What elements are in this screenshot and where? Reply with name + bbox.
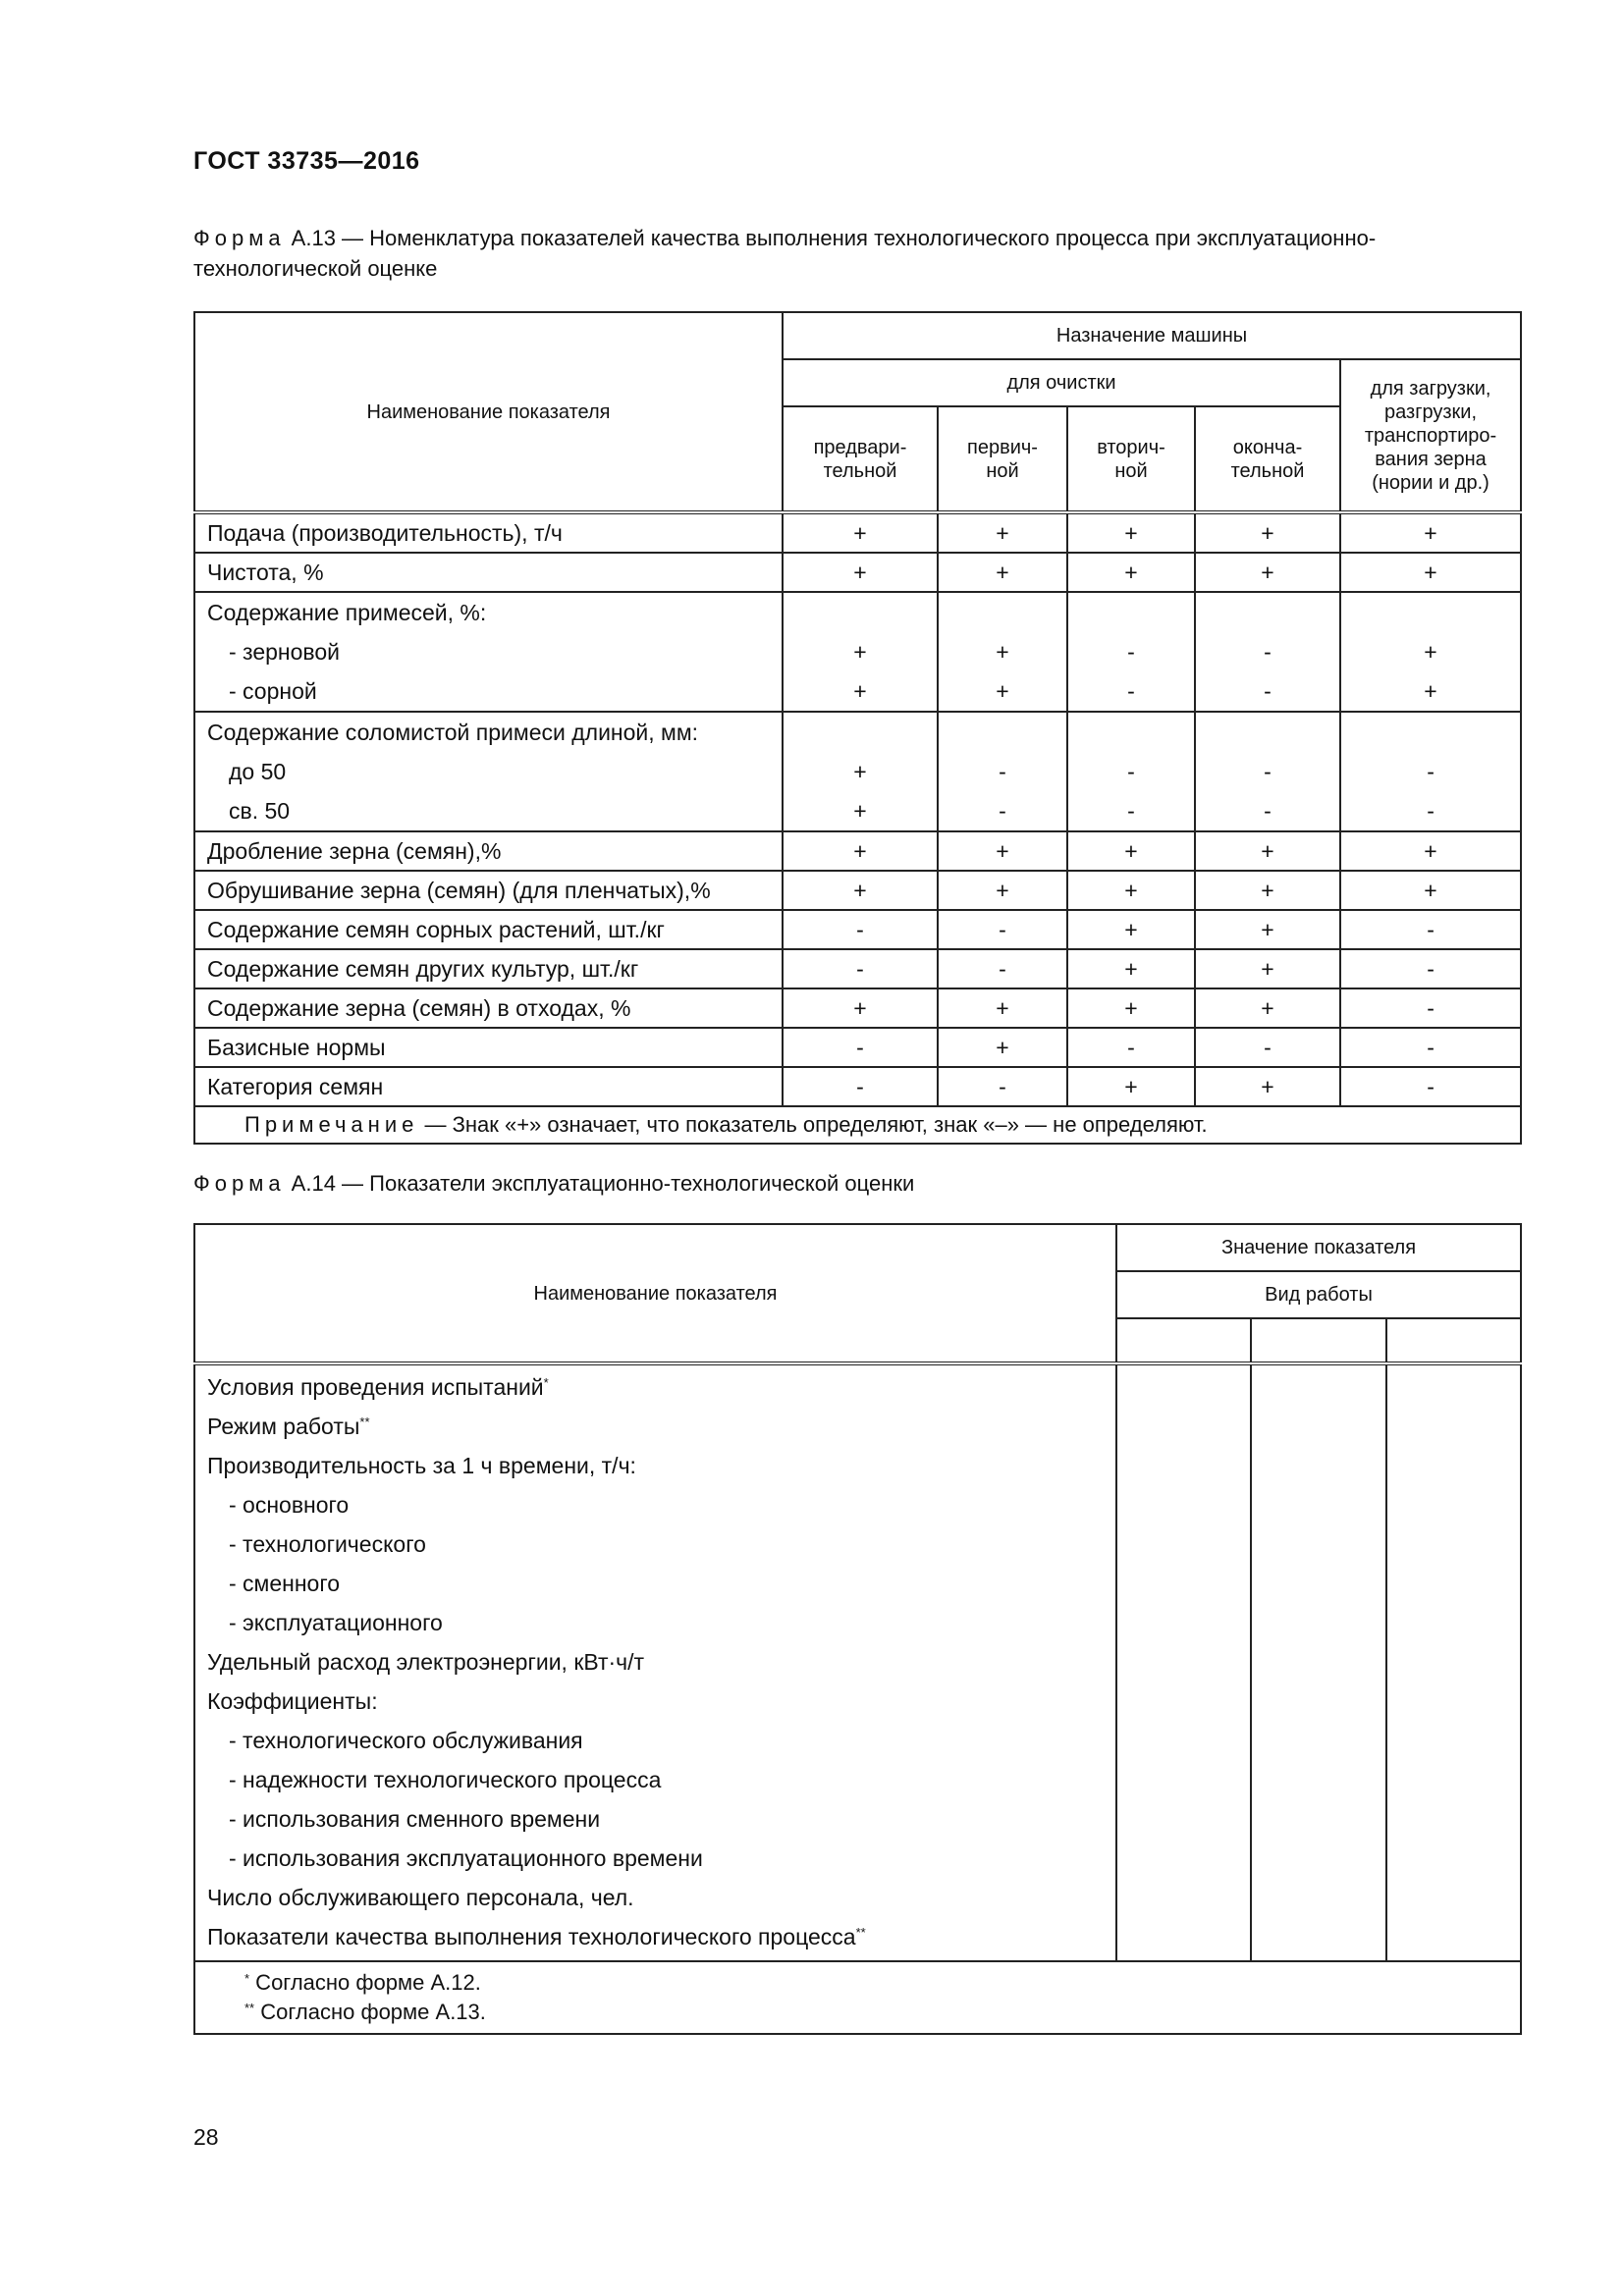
col-header-secondary: вторич-ной	[1067, 406, 1195, 512]
cell-value: +	[1424, 678, 1437, 704]
page-number: 28	[193, 2124, 219, 2150]
cell-value: +	[1067, 1067, 1195, 1106]
list-item: Число обслуживающего персонала, чел.	[207, 1885, 634, 1910]
list-item: - основного	[229, 1492, 350, 1518]
list-item: Показатели качества выполнения технологического процесса**	[207, 1924, 866, 1949]
cell-value: +	[1340, 553, 1521, 592]
cell-value: +	[853, 759, 867, 784]
form-a13-table	[193, 311, 1522, 1145]
row-name: Базисные нормы	[194, 1028, 783, 1067]
cell-value: -	[783, 1067, 938, 1106]
cell-value: -	[1340, 988, 1521, 1028]
list-item: - сменного	[229, 1571, 341, 1596]
table-row	[194, 910, 1521, 949]
footnotes	[194, 1961, 1521, 2034]
col-header-empty	[1251, 1318, 1386, 1363]
cell-value: -	[1067, 1028, 1195, 1067]
cell-value: +	[996, 678, 1009, 704]
table-row	[194, 949, 1521, 988]
cell-value: -	[1264, 798, 1272, 824]
cell-value: +	[1195, 910, 1340, 949]
cell-value: -	[783, 1028, 938, 1067]
row-name: Чистота, %	[194, 553, 783, 592]
cell-value: +	[853, 639, 867, 665]
cell-value: +	[938, 1028, 1067, 1067]
group-title: Содержание соломистой примеси длиной, мм:	[207, 720, 699, 745]
cell-value: -	[1340, 1028, 1521, 1067]
cell-value: +	[1067, 512, 1195, 553]
row-name: Содержание семян сорных растений, шт./кг	[194, 910, 783, 949]
cell-value: -	[783, 910, 938, 949]
cell-value: +	[783, 988, 938, 1028]
footnote-1: * Согласно форме А.12.	[244, 1970, 481, 1995]
table-row	[194, 1028, 1521, 1067]
col-header-cleaning: для очистки	[783, 359, 1340, 406]
cell-value: -	[783, 949, 938, 988]
col-header-pre: предвари-тельной	[783, 406, 938, 512]
cell-value: +	[1195, 949, 1340, 988]
cell-value: +	[1424, 639, 1437, 665]
cell-value: +	[1067, 831, 1195, 871]
cell-value: +	[783, 871, 938, 910]
list-item: Режим работы**	[207, 1414, 370, 1439]
cell-value: +	[938, 988, 1067, 1028]
row-name: Обрушивание зерна (семян) (для пленчатых),%	[194, 871, 783, 910]
cell-value: -	[938, 949, 1067, 988]
table-body-row	[194, 1363, 1521, 1961]
cell-value: -	[1340, 949, 1521, 988]
cell-value: -	[1127, 759, 1135, 784]
cell-value: -	[1127, 678, 1135, 704]
cell-value: -	[1264, 678, 1272, 704]
table-row-group	[194, 712, 1521, 831]
footnote-2: ** Согласно форме А.13.	[244, 2000, 486, 2024]
col-header-primary: первич-ной	[938, 406, 1067, 512]
cell-value: +	[996, 639, 1009, 665]
cell-value: -	[938, 1067, 1067, 1106]
cell-value: +	[1340, 512, 1521, 553]
cell-value: -	[999, 798, 1006, 824]
cell-value: -	[1340, 1067, 1521, 1106]
row-name: Категория семян	[194, 1067, 783, 1106]
sub-item: до 50	[229, 759, 287, 784]
cell-value: +	[1067, 988, 1195, 1028]
cell-value: +	[1195, 871, 1340, 910]
row-name: Дробление зерна (семян),%	[194, 831, 783, 871]
list-item: Удельный расход электроэнергии, кВт·ч/т	[207, 1649, 645, 1675]
table-note	[194, 1106, 1521, 1144]
list-item: - технологического	[229, 1531, 426, 1557]
row-name: Подача (производительность), т/ч	[194, 512, 783, 553]
cell-value: +	[783, 512, 938, 553]
cell-value: -	[1127, 639, 1135, 665]
cell-value: +	[853, 798, 867, 824]
cell-value: +	[1340, 871, 1521, 910]
col-header-work: Вид работы	[1116, 1271, 1521, 1318]
cell-value: +	[938, 831, 1067, 871]
col-header-purpose: Назначение машины	[783, 312, 1521, 359]
cell-value: +	[1067, 910, 1195, 949]
sub-item: - зерновой	[229, 639, 341, 665]
cell-value: +	[853, 678, 867, 704]
form-a14-title: А.14 — Показатели эксплуатационно-технологической оценки	[285, 1171, 915, 1196]
note-label: Примечание	[244, 1112, 419, 1137]
table-row	[194, 553, 1521, 592]
table-row	[194, 988, 1521, 1028]
cell-value: +	[1195, 553, 1340, 592]
form-a14-caption	[193, 1168, 1517, 1199]
col-header-empty	[1116, 1318, 1251, 1363]
value-cell	[1116, 1363, 1251, 1961]
table-row	[194, 512, 1521, 553]
value-cell	[1251, 1363, 1386, 1961]
row-name: Содержание зерна (семян) в отходах, %	[194, 988, 783, 1028]
cell-value: +	[783, 831, 938, 871]
list-item: Производительность за 1 ч времени, т/ч:	[207, 1453, 636, 1478]
cell-value: -	[1264, 759, 1272, 784]
table-row	[194, 831, 1521, 871]
col-header-name: Наименование показателя	[194, 312, 783, 512]
sub-item: св. 50	[229, 798, 291, 824]
cell-value: +	[1067, 949, 1195, 988]
cell-value: +	[1340, 831, 1521, 871]
footnote-row	[194, 1961, 1521, 2034]
cell-value: +	[1195, 988, 1340, 1028]
form-label: Форма	[193, 1171, 286, 1196]
cell-value: -	[1127, 798, 1135, 824]
cell-value: -	[938, 910, 1067, 949]
cell-value: +	[783, 553, 938, 592]
form-label: Форма	[193, 226, 286, 250]
list-item: - эксплуатационного	[229, 1610, 443, 1635]
cell-value: +	[1195, 831, 1340, 871]
group-cell	[194, 592, 783, 712]
group-title: Содержание примесей, %:	[207, 600, 487, 625]
cell-value: -	[1340, 910, 1521, 949]
list-item: - надежности технологического процесса	[229, 1767, 662, 1792]
items-cell	[194, 1363, 1116, 1961]
list-item: - технологического обслуживания	[229, 1728, 583, 1753]
col-header-final: оконча-тельной	[1195, 406, 1340, 512]
group-cell	[194, 712, 783, 831]
form-a13-caption	[193, 223, 1517, 284]
table-row	[194, 871, 1521, 910]
note-text: — Знак «+» означает, что показатель определяют, знак «–» — не определяют.	[418, 1112, 1208, 1137]
cell-value: +	[1067, 553, 1195, 592]
list-item: Коэффициенты:	[207, 1688, 378, 1714]
cell-value: -	[1195, 1028, 1340, 1067]
form-a14-table	[193, 1223, 1522, 2035]
cell-value: +	[938, 512, 1067, 553]
list-item: - использования сменного времени	[229, 1806, 601, 1832]
cell-value: +	[938, 553, 1067, 592]
col-header-empty	[1386, 1318, 1521, 1363]
cell-value: -	[1427, 759, 1435, 784]
col-header-value: Значение показателя	[1116, 1224, 1521, 1271]
col-header-name: Наименование показателя	[194, 1224, 1116, 1363]
sub-item: - сорной	[229, 678, 317, 704]
list-item: - использования эксплуатационного времени	[229, 1845, 703, 1871]
form-a13-title: А.13 — Номенклатура показателей качества выполнения технологического процесса при эксплуатационно-технологической оценке	[193, 226, 1377, 281]
row-name: Содержание семян других культур, шт./кг	[194, 949, 783, 988]
cell-value: -	[999, 759, 1006, 784]
cell-value: +	[1067, 871, 1195, 910]
cell-value: +	[1195, 1067, 1340, 1106]
cell-value: +	[1195, 512, 1340, 553]
col-header-loading: для загрузки, разгрузки, транспортиро-вания зерна (нории и др.)	[1340, 359, 1521, 512]
value-cell	[1386, 1363, 1521, 1961]
table-note-row	[194, 1106, 1521, 1144]
cell-value: -	[1427, 798, 1435, 824]
list-item: Условия проведения испытаний*	[207, 1374, 549, 1400]
cell-value: -	[1264, 639, 1272, 665]
table-row-group	[194, 592, 1521, 712]
table-row	[194, 1067, 1521, 1106]
cell-value: +	[938, 871, 1067, 910]
document-header: ГОСТ 33735—2016	[193, 147, 420, 175]
